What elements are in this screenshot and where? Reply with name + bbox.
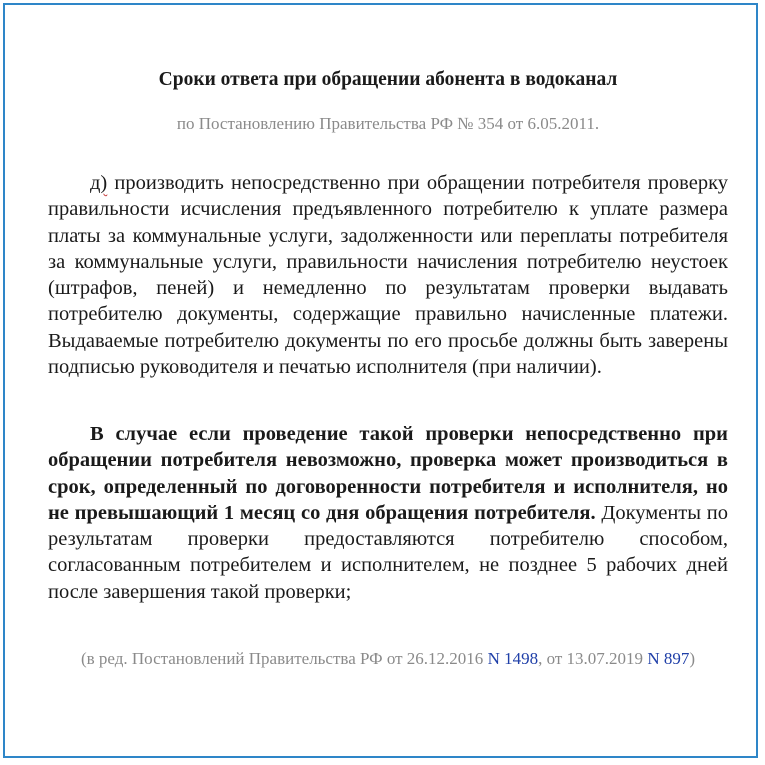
revision-ref-1498[interactable]: N 1498 bbox=[487, 649, 539, 668]
revision-note-prefix: (в ред. Постановлений Правительства РФ от 26.12.2016 bbox=[80, 649, 488, 668]
paragraph-2-regular: Документы по результатам проверки предоставляются потребителю способом, согласованным потребителем и исполнителем, не позднее 5 рабочих дней после завершения такой проверки; bbox=[48, 501, 728, 603]
paragraph-2-bold: В случае если проведение такой проверки непосредственно при обращении потребителя невозможно, проверка может производиться в срок, определенный по договоренности потребителя и исполнителя, но не превышающий 1 месяц со дня обращения потребителя. bbox=[48, 423, 728, 524]
revision-note-middle: , от 13.07.2019 bbox=[538, 649, 648, 668]
paragraph-1-text: производить непосредственно при обращении потребителя проверку правильности исчисления предъявленного потребителю к уплате размера платы за коммунальные услуги, задолженности или переплаты потребителя за коммунальные услуги, правильности начисления потребителю неустоек (штрафов, пеней) и немедленно по результатам проверки выдавать потребителю документы, содержащие правильно начисленные платежи. Выдаваемые потребителю документы по его просьбе должны быть заверены подписью руководителя и печатью исполнителя (при наличии). bbox=[48, 172, 728, 379]
document-subtitle: по Постановлению Правительства РФ № 354 от 6.05.2011. bbox=[176, 114, 600, 133]
revision-note-suffix: ) bbox=[689, 649, 696, 668]
revision-ref-897[interactable]: N 897 bbox=[647, 649, 690, 668]
paragraph-2 bbox=[48, 421, 728, 605]
document-frame bbox=[3, 3, 758, 758]
document-title: Сроки ответа при обращении абонента в водоканал bbox=[158, 69, 618, 90]
revision-note bbox=[48, 646, 728, 671]
paragraph-1-lead: д) bbox=[90, 172, 108, 194]
paragraph-1 bbox=[48, 170, 728, 380]
